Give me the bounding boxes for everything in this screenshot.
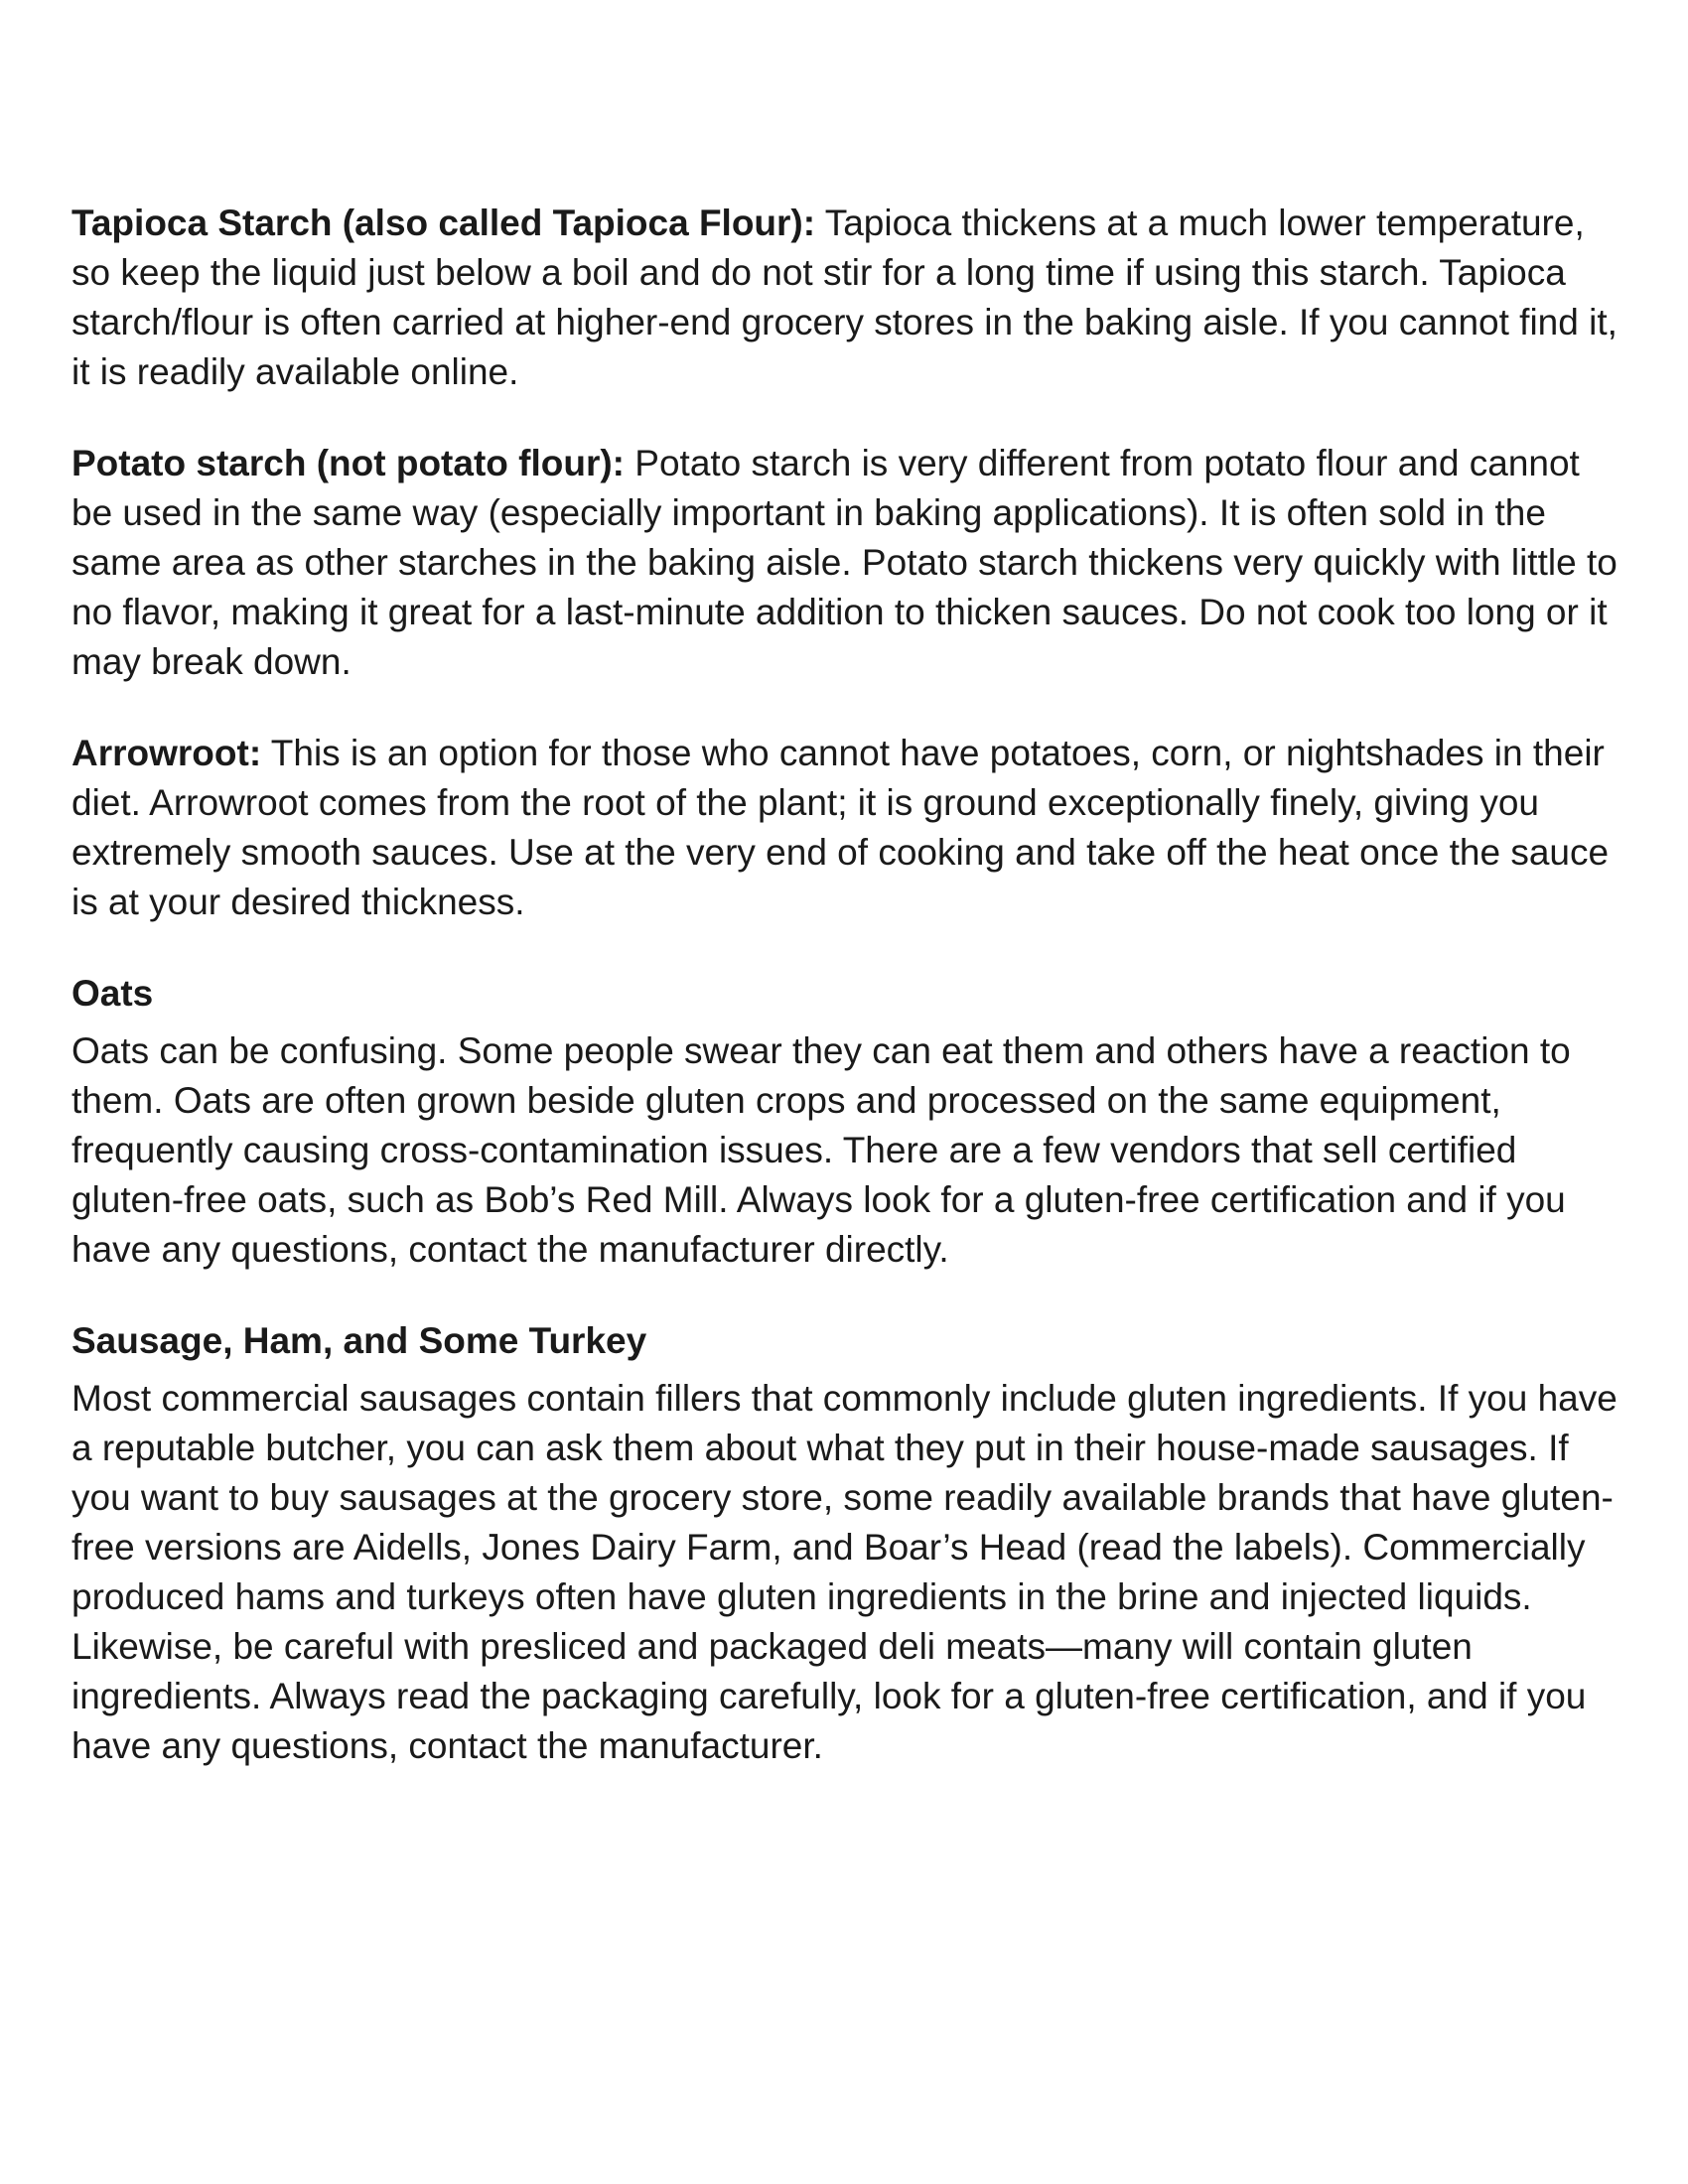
heading-oats: Oats [71, 973, 154, 1014]
term-tapioca-starch: Tapioca Starch (also called Tapioca Flour): [71, 203, 816, 243]
body-oats: Oats can be confusing. Some people swear they can eat them and others have a reaction to them. Oats are often grown beside gluten crops and processed on the same equipment, frequently causing cross-contamination issues. There are a few vendors that sell certified gluten-free oats, such as Bob’s Red Mill. Always look for a gluten-free certification and if you have any questions, contact the manufacturer directly. [71, 1030, 1571, 1270]
section-oats [71, 969, 1620, 1275]
term-potato-starch: Potato starch (not potato flour): [71, 443, 625, 483]
paragraph-arrowroot [71, 729, 1620, 927]
section-sausage-ham-turkey [71, 1316, 1620, 1771]
text-potato-starch: Potato starch is very different from potato flour and cannot be used in the same way (especially important in baking applications). It is often sold in the same area as other starches in the baking aisle. Potato starch thickens very quickly with little to no flavor, making it great for a last-minute addition to thicken sauces. Do not cook too long or it may break down. [71, 443, 1618, 682]
document-page [71, 199, 1620, 1813]
text-arrowroot: This is an option for those who cannot have potatoes, corn, or nightshades in their diet. Arrowroot comes from the root of the plant; it is ground exceptionally finely, giving you extremely smooth sauces. Use at the very end of cooking and take off the heat once the sauce is at your desired thickness. [71, 733, 1610, 922]
heading-sausage-ham-turkey: Sausage, Ham, and Some Turkey [71, 1320, 647, 1361]
text-tapioca-starch: Tapioca thickens at a much lower temperature, so keep the liquid just below a boil and do not stir for a long time if using this starch. Tapioca starch/flour is often carried at higher-end grocery stores in the baking aisle. If you cannot find it, it is readily available online. [71, 203, 1618, 392]
term-arrowroot: Arrowroot: [71, 733, 262, 773]
body-sausage-ham-turkey: Most commercial sausages contain fillers that commonly include gluten ingredients. If you have a reputable butcher, you can ask them about what they put in their house-made sausages. If you want to buy sausages at the grocery store, some readily available brands that have gluten-free versions are Aidells, Jones Dairy Farm, and Boar’s Head (read the labels). Commercially produced hams and turkeys often have gluten ingredients in the brine and injected liquids. Likewise, be careful with presliced and packaged deli meats—many will contain gluten ingredients. Always read the packaging carefully, look for a gluten-free certification, and if you have any questions, contact the manufacturer. [71, 1378, 1618, 1766]
paragraph-tapioca-starch [71, 199, 1620, 397]
paragraph-potato-starch [71, 439, 1620, 687]
